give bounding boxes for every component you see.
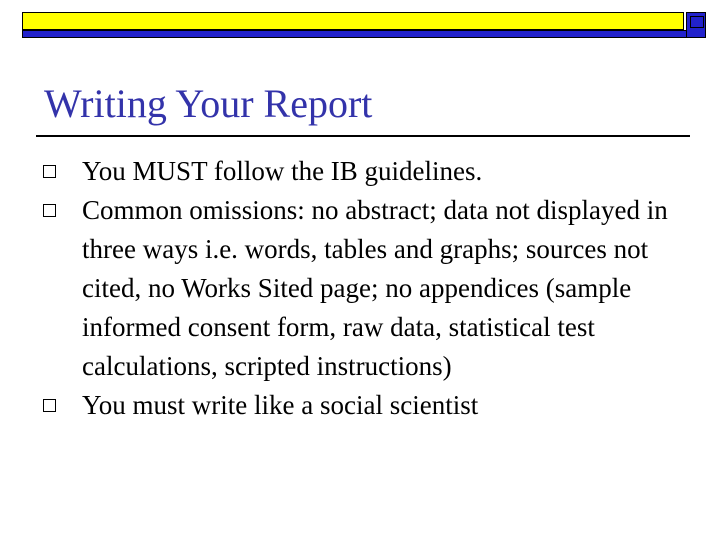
title-divider — [36, 135, 690, 137]
header-bar-blue-block — [686, 12, 706, 38]
bullet-item — [40, 152, 680, 191]
slide-title: Writing Your Report — [44, 81, 373, 126]
bullet-list — [40, 152, 680, 425]
bullet-item — [40, 191, 680, 386]
hollow-square-icon — [43, 165, 56, 178]
bullet-item — [40, 386, 680, 425]
header-bar-yellow — [22, 12, 684, 30]
bullet-text: Common omissions: no abstract; data not displayed in three ways i.e. words, tables and graphs; sources not cited, no Works Sited page; no appendices (sample informed consent form, raw data, statistical test calculations, scripted instructions) — [82, 195, 668, 381]
hollow-square-icon — [43, 399, 56, 412]
hollow-square-icon — [43, 204, 56, 217]
bullet-text: You must write like a social scientist — [82, 390, 479, 420]
decorative-header-bar — [22, 12, 706, 38]
bullet-text: You MUST follow the IB guidelines. — [82, 156, 483, 186]
header-bar-blue-strip — [22, 30, 706, 38]
